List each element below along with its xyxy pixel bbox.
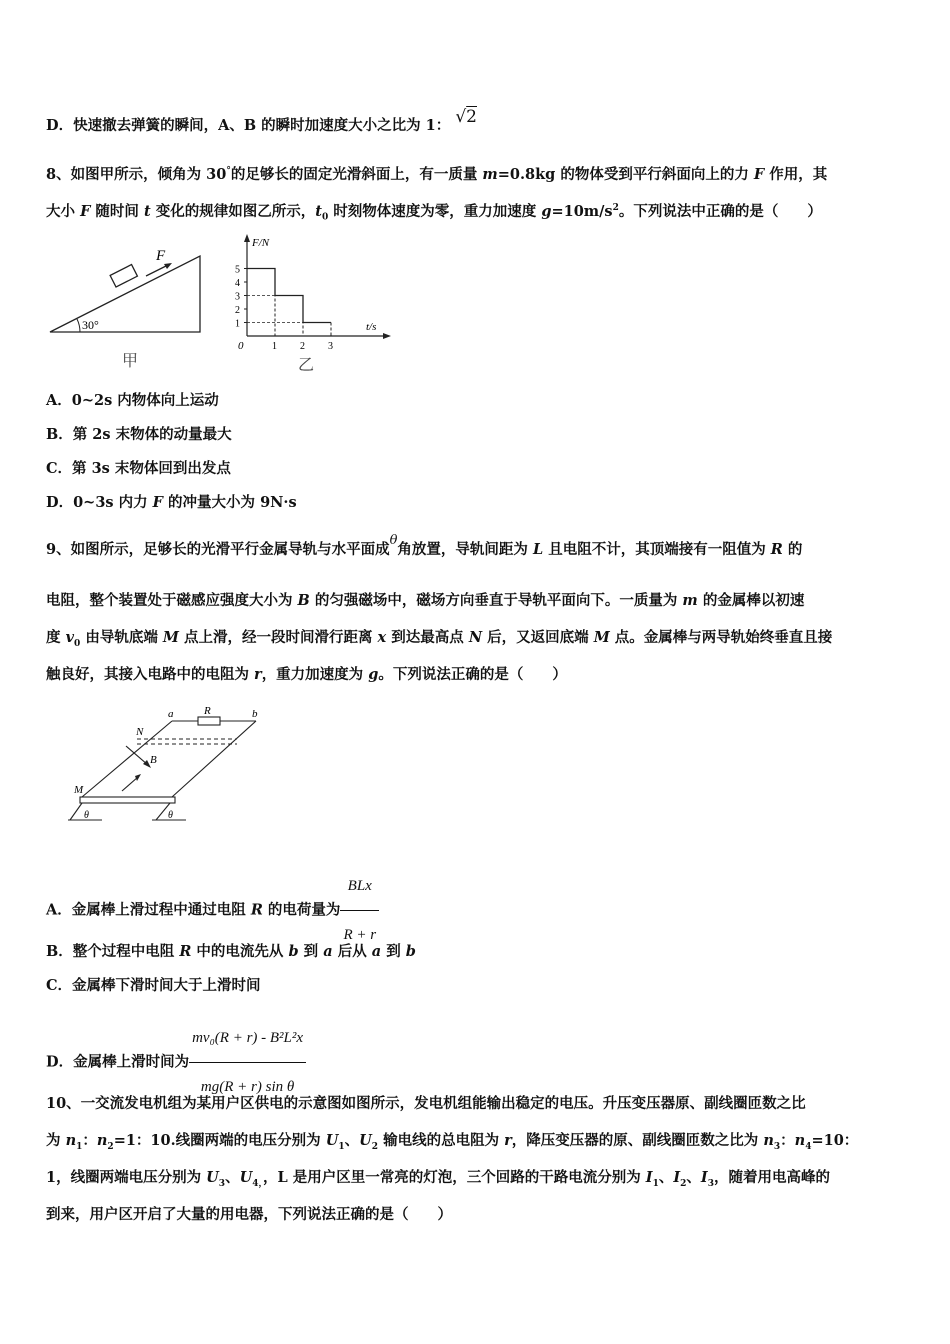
x-axis-label: t/s xyxy=(366,321,377,333)
q8-option-d: D．0~3s 内力 F 的冲量大小为 9N·s xyxy=(46,494,297,511)
velocity-arrow xyxy=(122,777,138,791)
q7-option-d: D．快速撤去弹簧的瞬间，A、B 的瞬时加速度大小之比为 1： √2 xyxy=(46,107,477,134)
x-tick-label: 2 xyxy=(300,341,305,352)
q9-stem-line2: 电阻，整个装置处于磁感应强度大小为 B 的匀强磁场中，磁场方向垂直于导轨平面向下。一质量为 m 的金属棒以初速 xyxy=(46,592,805,609)
angle-label: 30° xyxy=(82,318,99,332)
caption-yi: 乙 xyxy=(298,357,315,374)
q9-stem-line4: 触良好，其接入电路中的电阻为 r，重力加速度为 g。下列说法正确的是（ ） xyxy=(46,666,567,683)
x-tick-label: 3 xyxy=(328,341,333,352)
charge-fraction: $\frac{\text{BLx}}{R + r}$ xyxy=(340,864,379,957)
q9-option-a: A．金属棒上滑过程中通过电阻 R 的电荷量为 $\frac{\text{BLx}}{R + r}$ xyxy=(46,864,379,957)
incline-figure xyxy=(46,238,206,373)
q9-stem-line3: 度 $v_0$ 由导轨底端 M 点上滑，经一段时间滑行距离 x 到达最高点 N 后，又返回底端 M 点。金属棒与两导轨始终垂直且接 xyxy=(46,629,833,649)
y-tick-label: 1 xyxy=(235,318,240,330)
label-n: N xyxy=(136,726,144,738)
force-label: F xyxy=(156,248,166,264)
label-a: a xyxy=(168,708,174,720)
angle-arc xyxy=(77,319,80,332)
label-m: M xyxy=(74,784,84,796)
label-theta-right: θ xyxy=(168,810,173,821)
y-tick-label: 2 xyxy=(235,305,240,316)
q9-option-c: C．金属棒下滑时间大于上滑时间 xyxy=(46,977,261,994)
label-b-field: B xyxy=(150,754,157,766)
q8-option-b: B．第 2s 末物体的动量最大 xyxy=(46,426,232,443)
force-time-chart xyxy=(226,232,396,377)
q10-stem-line4: 到来，用户区开启了大量的用电器，下列说法正确的是（ ） xyxy=(46,1206,452,1223)
y-tick-label: 5 xyxy=(235,264,240,276)
origin-label: 0 xyxy=(238,340,244,352)
block xyxy=(110,265,137,287)
x-axis-arrow xyxy=(383,333,391,339)
q10-stem-line1: 10、一交流发电机组为某用户区供电的示意图如图所示，发电机组能输出稳定的电压。升压变压器原、副线圈匝数之比 xyxy=(46,1095,806,1112)
field-arrow-b xyxy=(126,746,148,765)
q8-option-c: C．第 3s 末物体回到出发点 xyxy=(46,460,231,477)
q10-stem-line2: 为 $n_1$：$n_2=1$：10.线圈两端的电压分别为 $U_1$、$U_2$ 输电线的总电阻为 r，降压变压器的原、副线圈匝数之比为 $n_3$：$n_4=10$： xyxy=(46,1132,859,1152)
rail-left xyxy=(82,721,172,797)
y-tick-label: 3 xyxy=(235,291,240,303)
label-theta-left: θ xyxy=(84,810,89,821)
caption-jia: 甲 xyxy=(122,353,139,370)
q9-stem-line1: 9、如图所示，足够长的光滑平行金属导轨与水平面成θ角放置，导轨间距为 L 且电阻不计，其顶端接有一阻值为 R 的 xyxy=(46,533,803,558)
time-fraction: $\frac{\text{mv₀(R + r) - B²L²x}}{\text{mg(R + r) sin θ}}$ xyxy=(189,1016,306,1109)
y-tick-label: 4 xyxy=(235,278,240,289)
x-tick-label: 1 xyxy=(272,341,277,352)
resistor xyxy=(198,717,220,725)
q8-stem-line1: 8、如图甲所示，倾角为 30°的足够长的固定光滑斜面上，有一质量 m=0.8kg 的物体受到平行斜面向上的力 F 作用，其 xyxy=(46,165,828,183)
q9-option-d: D．金属棒上滑时间为 $\frac{\text{mv₀(R + r) - B²L²x}}{\text{mg(R + r) sin θ}}$ xyxy=(46,1016,306,1109)
rail-right xyxy=(172,721,256,797)
rod-m xyxy=(80,797,175,803)
sqrt-symbol: √2 xyxy=(455,107,477,127)
q8-option-a: A．0~2s 内物体向上运动 xyxy=(46,392,219,409)
q9-option-b: B．整个过程中电阻 R 中的电流先从 b 到 a 后从 a 到 b xyxy=(46,943,416,960)
y-axis-label: F/N xyxy=(252,237,270,249)
rail-figure xyxy=(60,703,270,828)
label-r: R xyxy=(204,705,211,717)
q8-stem-line2: 大小 F 随时间 t 变化的规律如图乙所示，$t_0$ 时刻物体速度为零，重力加速度 $g=10m/s^2$。下列说法中正确的是（ ） xyxy=(46,202,822,223)
label-b: b xyxy=(252,708,258,720)
y-axis-arrow xyxy=(244,234,250,242)
q10-stem-line3: 1，线圈两端电压分别为 $U_3$、$U_{4,}$，L 是用户区里一常亮的灯泡，三个回路的干路电流分别为 $I_1$、$I_2$、$I_3$，随着用电高峰的 xyxy=(46,1169,830,1189)
